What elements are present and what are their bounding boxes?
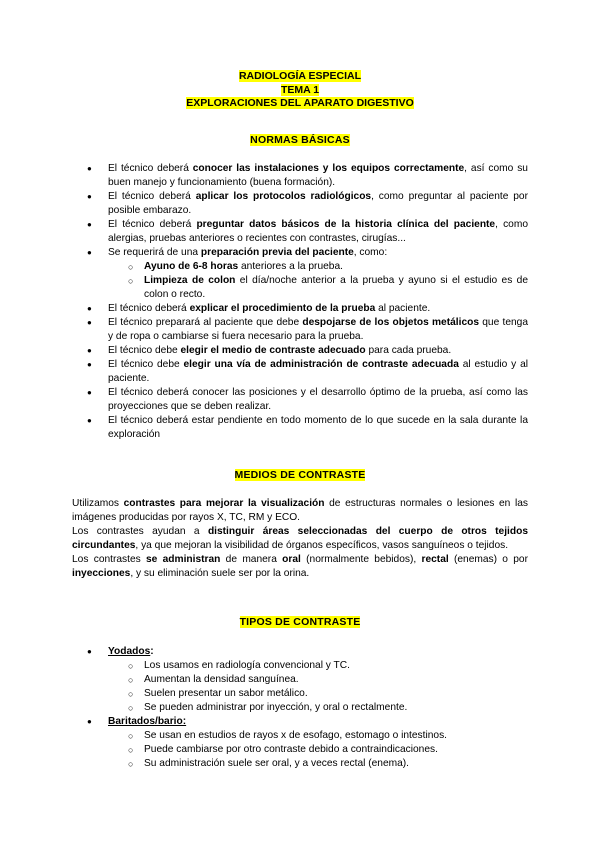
list-item: ● El técnico deberá aplicar los protocolos radiológicos, como preguntar al paciente por posible embarazo.	[78, 190, 528, 218]
normas-list	[78, 162, 528, 442]
sub-list-item: ○ Se pueden administrar por inyección, y oral o rectalmente.	[108, 701, 528, 715]
title-subject: RADIOLOGÍA ESPECIAL	[238, 70, 362, 82]
sub-list-item: ○ Aumentan la densidad sanguínea.	[108, 673, 528, 687]
yodados-sublist	[108, 659, 528, 715]
list-item: ● El técnico debe elegir una vía de administración de contraste adecuada al estudio y al paciente.	[78, 358, 528, 386]
list-item: ● El técnico preparará al paciente que debe despojarse de los objetos metálicos que tenga y de ropa o cambiarse si fuera necesario para la prueba.	[78, 316, 528, 344]
medios-paragraphs	[72, 497, 528, 581]
sub-list-item: ○ Se usan en estudios de rayos x de esofago, estomago o intestinos.	[108, 729, 528, 743]
list-item: ● El técnico deberá estar pendiente en todo momento de lo que sucede en la sala durante la exploración	[78, 414, 528, 442]
baritados-sublist	[108, 729, 528, 771]
list-item: ● El técnico debe elegir el medio de contraste adecuado para cada prueba.	[78, 344, 528, 358]
sub-list-item: ○ Los usamos en radiología convencional y TC.	[108, 659, 528, 673]
sub-list-item: ○ Ayuno de 6-8 horas anteriores a la prueba.	[108, 260, 528, 274]
sub-list-item: ○ Suelen presentar un sabor metálico.	[108, 687, 528, 701]
sub-list-item: ○ Puede cambiarse por otro contraste debido a contraindicaciones.	[108, 743, 528, 757]
list-item: ● El técnico deberá conocer las instalaciones y los equipos correctamente, así como su buen manejo y funcionamiento (buena formación).	[78, 162, 528, 190]
tipos-list	[78, 645, 528, 771]
list-item: ● El técnico deberá explicar el procedimiento de la prueba al paciente.	[78, 302, 528, 316]
paragraph: Los contrastes se administran de manera oral (normalmente bebidos), rectal (enemas) o por inyecciones, y su eliminación suele ser por la orina.	[72, 554, 528, 579]
sub-list-item: ○ Su administración suele ser oral, y a veces rectal (enema).	[108, 757, 528, 771]
heading-tipos-de-contraste: TIPOS DE CONTRASTE	[239, 616, 361, 628]
heading-medios-de-contraste: MEDIOS DE CONTRASTE	[234, 469, 366, 481]
paragraph: Utilizamos contrastes para mejorar la visualización de estructuras normales o lesiones en las imágenes producidas por rayos X, TC, RM y ECO.	[72, 498, 528, 523]
list-item-baritados: ● Baritados/bario: ○ Se usan en estudios de rayos x de esofago, estomago o intestinos. ○ Puede cambiarse por otro contraste debido a contraindicaciones. ○ Su administración suele ser oral, y a veces rectal (enema).	[78, 715, 528, 771]
document-title-block	[0, 70, 600, 111]
list-item: ● Se requerirá de una preparación previa del paciente, como: ○ Ayuno de 6-8 horas anteriores a la prueba. ○ Limpieza de colon el día/noche anterior a la prueba y ayuno si el estudio es de colon o recto.	[78, 246, 528, 302]
list-item-yodados: ● Yodados: ○ Los usamos en radiología convencional y TC. ○ Aumentan la densidad sanguínea. ○ Suelen presentar un sabor metálico. ○ Se pueden administrar por inyección, y oral o rectalmente.	[78, 645, 528, 715]
heading-normas-basicas: NORMAS BÁSICAS	[250, 134, 350, 146]
list-item: ● El técnico deberá conocer las posiciones y el desarrollo óptimo de la prueba, así como las proyecciones que se deben realizar.	[78, 386, 528, 414]
paragraph: Los contrastes ayudan a distinguir áreas seleccionadas del cuerpo de otros tejidos circundantes, ya que mejoran la visibilidad de órganos específicos, vasos sanguíneos o tejidos.	[72, 526, 528, 551]
sub-list-item: ○ Limpieza de colon el día/noche anterior a la prueba y ayuno si el estudio es de colon o recto.	[108, 274, 528, 302]
title-tema: TEMA 1	[280, 83, 320, 96]
preparacion-sublist	[108, 260, 528, 302]
list-item: ● El técnico deberá preguntar datos básicos de la historia clínica del paciente, como alergias, pruebas anteriores o recientes con contrastes, cirugías...	[78, 218, 528, 246]
title-topic: EXPLORACIONES DEL APARATO DIGESTIVO	[186, 97, 414, 109]
